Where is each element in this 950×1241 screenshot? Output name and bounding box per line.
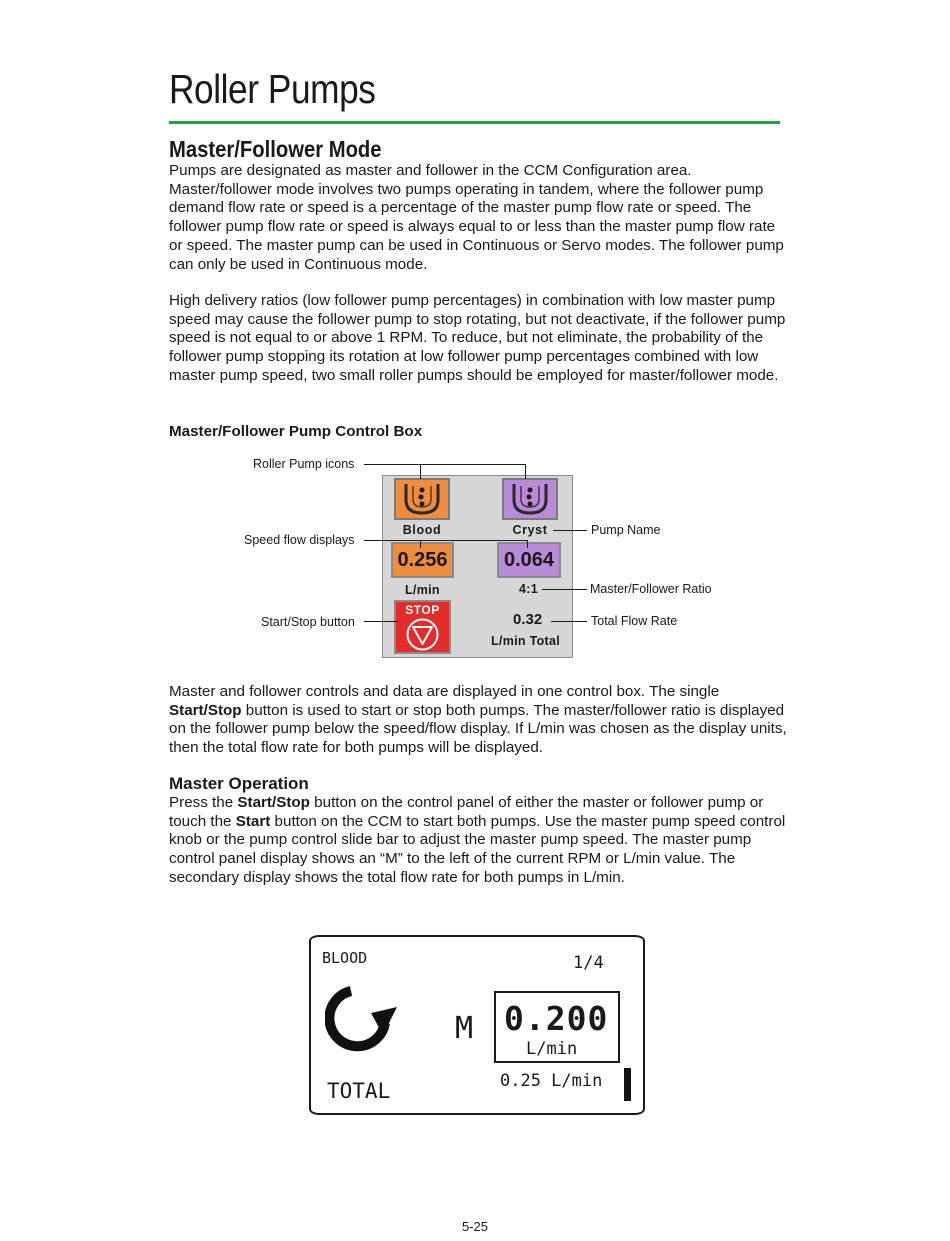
leader-displays-right — [527, 540, 528, 548]
start-stop-button[interactable] — [394, 600, 451, 654]
leader-stop — [364, 621, 398, 622]
leader-icons-right — [525, 464, 526, 479]
master-speed-flow-display[interactable]: 0.256 — [391, 542, 454, 578]
paragraph-4-text-c: button on the CCM to start both pumps. Use the master pump speed control knob or the pump control slide bar to adjust the master pump speed. The master pump control panel display shows an “M” to the left of the current RPM or L/min value. The secondary display shows the total flow rate for both pumps in L/min. — [169, 812, 786, 886]
paragraph-1: Pumps are designated as master and follower in the CCM Configuration area. Master/follower mode involves two pumps operating in tandem, where the follower pump demand flow rate or speed is a percentage of the master pump flow rate or speed. The follower pump flow rate or speed is always equal to or less than the master pump flow rate or speed. The master pump can be used in Continuous or Servo modes. The follower pump can only be used in Continuous mode. — [169, 162, 784, 273]
lcd-mode-letter: M — [455, 1011, 474, 1046]
leader-icons — [364, 464, 525, 465]
callout-start-stop-button: Start/Stop button — [261, 615, 355, 629]
paragraph-3-text-a: Master and follower controls and data are displayed in one control box. The single — [169, 683, 720, 700]
master-pump-name: Blood — [402, 523, 442, 537]
leader-displays-left — [420, 540, 421, 548]
paragraph-3 — [169, 683, 789, 758]
callout-speed-flow-displays: Speed flow displays — [244, 533, 355, 547]
section-heading: Master/Follower Mode — [169, 136, 382, 162]
callout-pump-name: Pump Name — [591, 523, 661, 537]
lcd-cursor-bar — [624, 1068, 631, 1101]
ratio-value: 4:1 — [519, 582, 538, 596]
control-box-heading: Master/Follower Pump Control Box — [169, 423, 423, 440]
master-operation-heading: Master Operation — [169, 774, 309, 793]
paragraph-4-bold-start-stop: Start/Stop — [237, 794, 310, 811]
lcd-ratio: 1/4 — [573, 953, 604, 973]
roller-pump-glyph-icon — [504, 480, 556, 518]
paragraph-4 — [169, 794, 789, 888]
stop-triangle-icon — [404, 617, 441, 652]
page-number: 5-25 — [461, 1219, 489, 1234]
callout-total-flow-rate: Total Flow Rate — [591, 614, 678, 628]
master-pump-icon[interactable] — [394, 478, 450, 520]
leader-pump-name — [553, 530, 587, 531]
leader-icons-left — [420, 464, 421, 479]
follower-pump-icon[interactable] — [502, 478, 558, 520]
paragraph-4-text-b: button on the control panel of either the master or follower pump or touch the — [169, 794, 764, 830]
lcd-total-value: 0.25 L/min — [500, 1071, 603, 1091]
follower-speed-flow-display[interactable]: 0.064 — [497, 542, 561, 578]
paragraph-3-text-b: button is used to start or stop both pumps. The master/follower ratio is displayed on the follower pump below the speed/flow display. If L/min was chosen as the display units, then the total flow rate for both pumps will be displayed. — [169, 701, 787, 757]
paragraph-4-text-a: Press the — [169, 794, 238, 811]
title-rule — [169, 121, 780, 124]
total-flow-value: 0.32 — [513, 611, 543, 628]
page-title: Roller Pumps — [169, 66, 376, 112]
lcd-total-label: TOTAL — [327, 1079, 391, 1103]
stop-label: STOP — [405, 603, 440, 617]
leader-total — [551, 621, 587, 622]
lcd-value: 0.200 — [504, 999, 609, 1038]
callout-roller-pump-icons: Roller Pump icons — [253, 457, 355, 471]
paragraph-3-bold-start-stop: Start/Stop — [169, 701, 242, 719]
lcd-value-box — [494, 991, 620, 1063]
callout-ratio: Master/Follower Ratio — [590, 582, 712, 596]
paragraph-4-bold-start: Start — [235, 812, 271, 830]
total-flow-unit: L/min Total — [491, 634, 561, 648]
leader-ratio — [542, 589, 587, 590]
rotate-clockwise-arrow-icon — [325, 983, 401, 1055]
paragraph-2: High delivery ratios (low follower pump percentages) in combination with low master pump speed may cause the follower pump to stop rotating, but not deactivate, if the follower pump speed is not equal to or above 1 RPM. To reduce, but not eliminate, the probability of the follower pump stopping its rotation at low follower pump percentages combined with low master pump speed, two small roller pumps should be employed for master/follower mode. — [169, 292, 786, 384]
leader-displays — [364, 540, 528, 541]
master-unit-label: L/min — [405, 583, 440, 597]
roller-pump-glyph-icon — [396, 480, 448, 518]
lcd-pump-name: BLOOD — [322, 949, 368, 967]
lcd-unit: L/min — [526, 1039, 578, 1059]
lcd-display — [309, 935, 645, 1115]
follower-pump-name: Cryst — [512, 523, 548, 537]
